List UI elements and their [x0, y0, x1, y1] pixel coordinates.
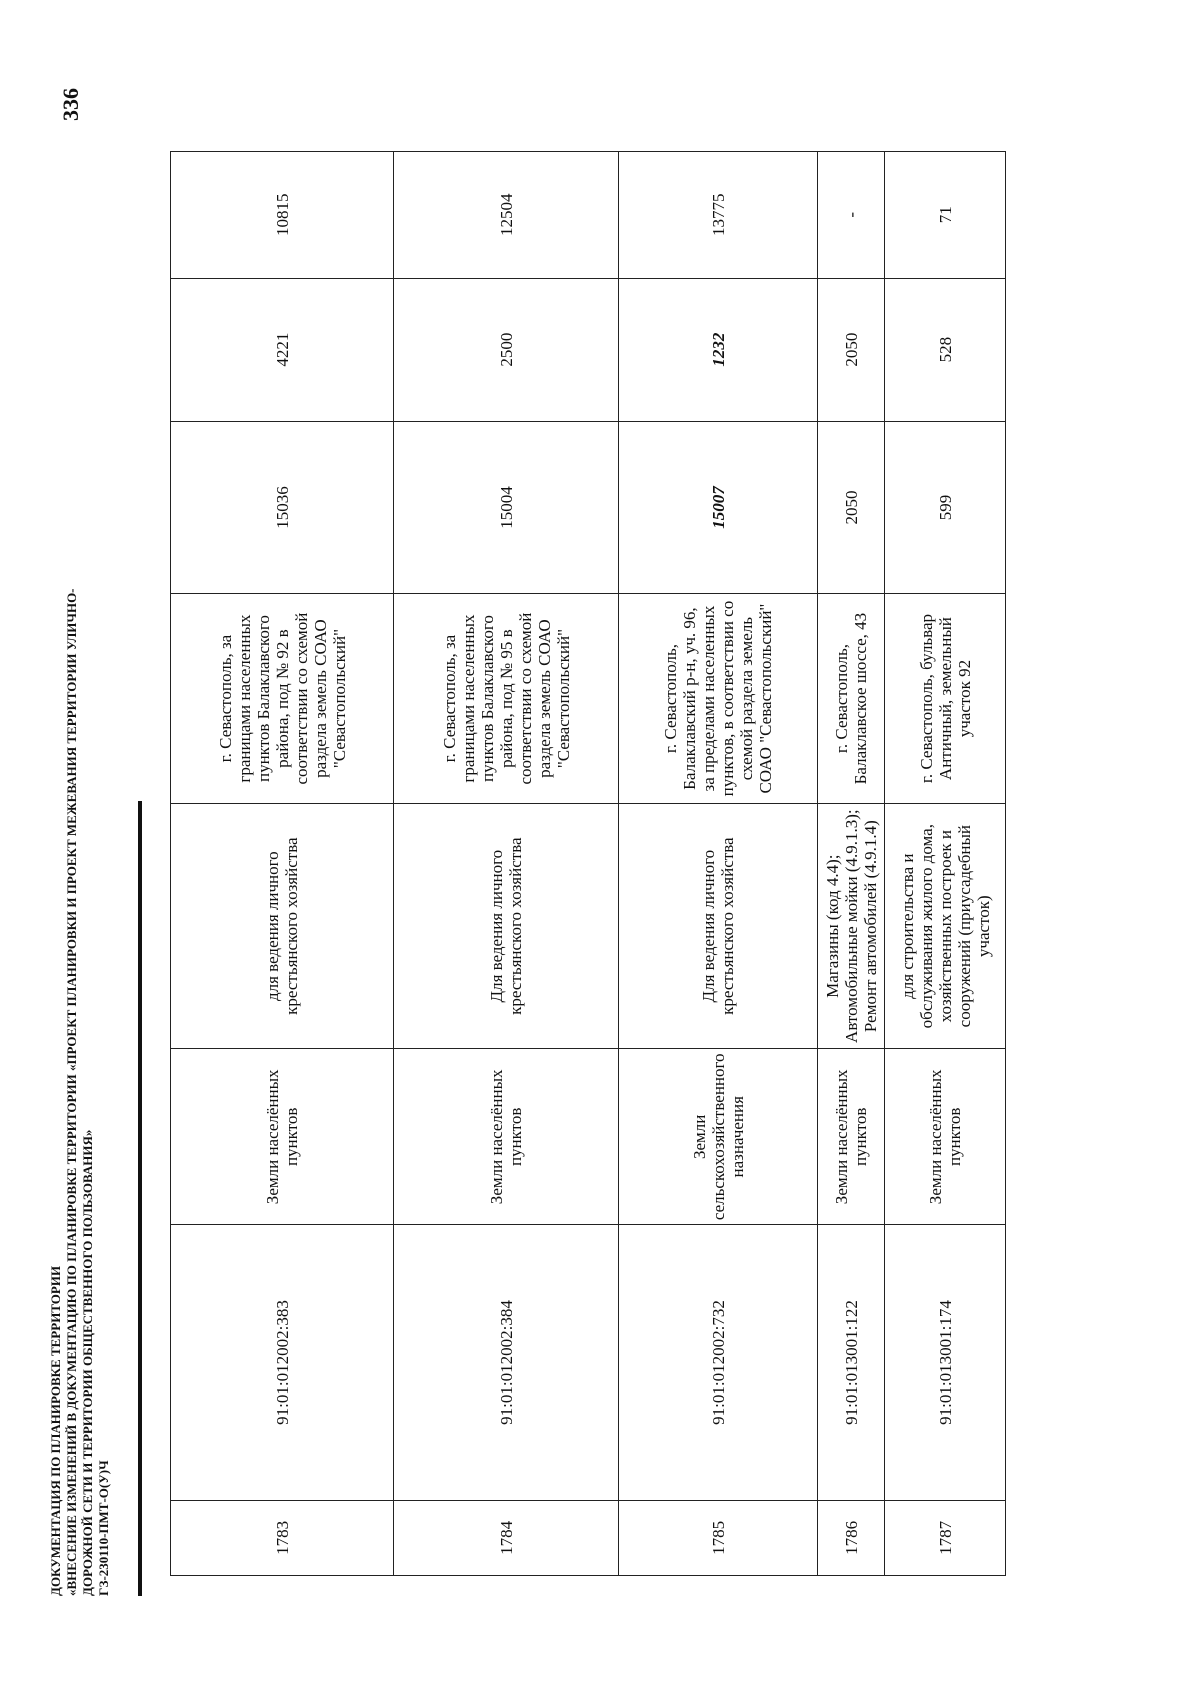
header-rule [138, 801, 142, 1596]
table-row [619, 152, 818, 1576]
area-remaining: 12504 [394, 152, 619, 279]
header-line-3: ДОРОЖНОЙ СЕТИ И ТЕРРИТОРИИ ОБЩЕСТВЕННОГО ПОЛЬЗОВАНИЯ» [80, 1129, 95, 1596]
area-withdrawn: 1232 [619, 278, 818, 421]
address: г. Севастополь, за границами населенных пунктов Балаклавского района, под № 95 в соответствии со схемой раздела земель СОАО "Севастопольский" [394, 594, 619, 804]
cadastral-number: 91:01:012002:732 [619, 1225, 818, 1501]
row-number: 1783 [171, 1500, 394, 1575]
document-header [48, 146, 112, 1596]
address: г. Севастополь, Балаклавский р-н, уч. 96, за пределами населенных пунктов, в соответствии со схемой раздела земель СОАО "Севастопольский" [619, 594, 818, 804]
address: г. Севастополь, за границами населенных пунктов Балаклавского района, под № 92 в соответствии со схемой раздела земель СОАО "Севастопольский" [171, 594, 394, 804]
area-total: 2050 [818, 421, 885, 593]
table-row [885, 152, 1006, 1576]
permitted-use: для строительства и обслуживания жилого дома, хозяйственных построек и сооружений (приусадебный участок) [885, 803, 1006, 1049]
cadastral-number: 91:01:012002:384 [394, 1225, 619, 1501]
area-remaining: 13775 [619, 152, 818, 279]
area-total: 15004 [394, 421, 619, 593]
land-category: Земли населённых пунктов [171, 1049, 394, 1225]
permitted-use: Магазины (код 4.4); Автомобильные мойки (4.9.1.3); Ремонт автомобилей (4.9.1.4) [818, 803, 885, 1049]
row-number: 1787 [885, 1500, 1006, 1575]
land-category: Земли населённых пунктов [885, 1049, 1006, 1225]
cadastral-number: 91:01:013001:122 [818, 1225, 885, 1501]
area-remaining: 10815 [171, 152, 394, 279]
permitted-use: для ведения личного крестьянского хозяйства [171, 803, 394, 1049]
header-line-1: ДОКУМЕНТАЦИЯ ПО ПЛАНИРОВКЕ ТЕРРИТОРИИ [48, 1265, 63, 1596]
row-number: 1785 [619, 1500, 818, 1575]
page-number: 336 [58, 88, 83, 121]
cadastral-number: 91:01:012002:383 [171, 1225, 394, 1501]
area-withdrawn: 2500 [394, 278, 619, 421]
table-row [171, 152, 394, 1576]
land-plots-table [170, 151, 1006, 1576]
area-withdrawn: 528 [885, 278, 1006, 421]
area-remaining: - [818, 152, 885, 279]
table-row [394, 152, 619, 1576]
area-total: 15007 [619, 421, 818, 593]
header-line-4: ГЗ-230110-ПМТ-О(У)Ч [96, 1460, 111, 1596]
address: г. Севастополь, Балаклавское шоссе, 43 [818, 594, 885, 804]
row-number: 1784 [394, 1500, 619, 1575]
table-row [818, 152, 885, 1576]
permitted-use: Для ведения личного крестьянского хозяйства [619, 803, 818, 1049]
cadastral-number: 91:01:013001:174 [885, 1225, 1006, 1501]
land-category: Земли населённых пунктов [818, 1049, 885, 1225]
land-category: Земли сельскохозяйственного назначения [619, 1049, 818, 1225]
area-withdrawn: 2050 [818, 278, 885, 421]
header-line-2: «ВНЕСЕНИЕ ИЗМЕНЕНИЙ В ДОКУМЕНТАЦИЮ ПО ПЛАНИРОВКЕ ТЕРРИТОРИИ «ПРОЕКТ ПЛАНИРОВКИ И ПРОЕКТ МЕЖЕВАНИЯ ТЕРРИТОРИИ УЛИЧНО- [64, 588, 79, 1596]
area-remaining: 71 [885, 152, 1006, 279]
land-category: Земли населённых пунктов [394, 1049, 619, 1225]
area-total: 15036 [171, 421, 394, 593]
area-withdrawn: 4221 [171, 278, 394, 421]
address: г. Севастополь, бульвар Античный, земельный участок 92 [885, 594, 1006, 804]
row-number: 1786 [818, 1500, 885, 1575]
permitted-use: Для ведения личного крестьянского хозяйства [394, 803, 619, 1049]
area-total: 599 [885, 421, 1006, 593]
